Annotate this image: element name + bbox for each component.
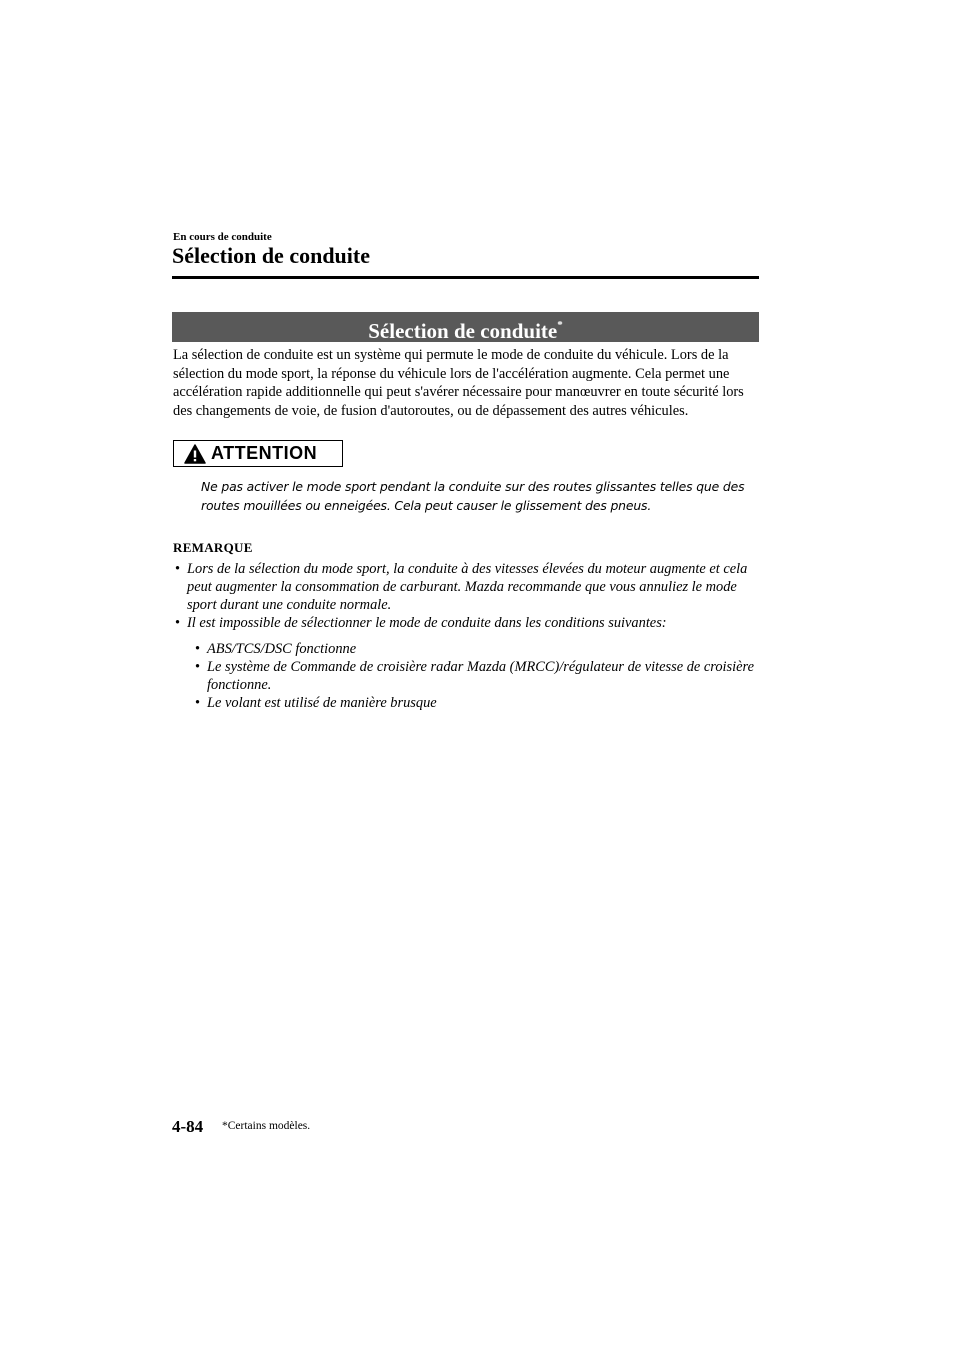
page-number: 4-84 — [172, 1117, 204, 1136]
intro-paragraph: La sélection de conduite est un système qui permute le mode de conduite du véhicule. Lors de la sélection du mode sport, la réponse du véhicule lors de l'accélération augmente. Cela permet une accélération rapide additionnelle qui peut s'avérer nécessaire pour manœuvrer en toute sécurité lors des changements de voie, de fusion d'autoroutes, ou de dépassement des autres véhicules. — [173, 347, 744, 419]
bullet: • — [175, 615, 181, 631]
list-item-text: Le volant est utilisé de manière brusque — [207, 695, 437, 711]
page-title: Sélection de conduite — [172, 243, 370, 268]
header-rule — [172, 276, 759, 279]
bullet: • — [195, 641, 201, 657]
list-item — [173, 560, 763, 614]
list-item — [195, 640, 763, 658]
section-label: En cours de conduite — [173, 231, 272, 243]
remarque-list — [173, 560, 763, 632]
list-item — [195, 658, 763, 694]
attention-header — [173, 440, 343, 467]
list-item — [195, 694, 763, 712]
list-item-text: ABS/TCS/DSC fonctionne — [207, 641, 357, 657]
list-item-text: Il est impossible de sélectionner le mode de conduite dans les conditions suivantes: — [187, 615, 667, 631]
topic-heading-band — [172, 312, 759, 342]
attention-label: ATTENTION — [211, 443, 318, 463]
attention-text: Ne pas activer le mode sport pendant la conduite sur des routes glissantes telles que des routes mouillées ou enneigées. Cela peut causer le glissement des pneus. — [201, 479, 745, 513]
footnote: *Certains modèles. — [222, 1120, 311, 1132]
list-item-text: Le système de Commande de croisière radar Mazda (MRCC)/régulateur de vitesse de croisière fonctionne. — [207, 659, 754, 693]
bullet: • — [175, 561, 181, 577]
warning-triangle-icon — [184, 444, 206, 464]
optional-equipment-marker: * — [557, 319, 563, 331]
conditions-list — [195, 640, 763, 712]
topic-heading: Sélection de conduite — [368, 319, 558, 343]
list-item-text: Lors de la sélection du mode sport, la conduite à des vitesses élevées du moteur augmente et cela peut augmenter la consommation de carburant. Mazda recommande que vous annuliez le mode sport durant une conduite normale. — [187, 561, 748, 613]
remarque-label: REMARQUE — [173, 540, 253, 555]
bullet: • — [195, 659, 201, 675]
bullet: • — [195, 695, 201, 711]
list-item — [173, 614, 763, 632]
